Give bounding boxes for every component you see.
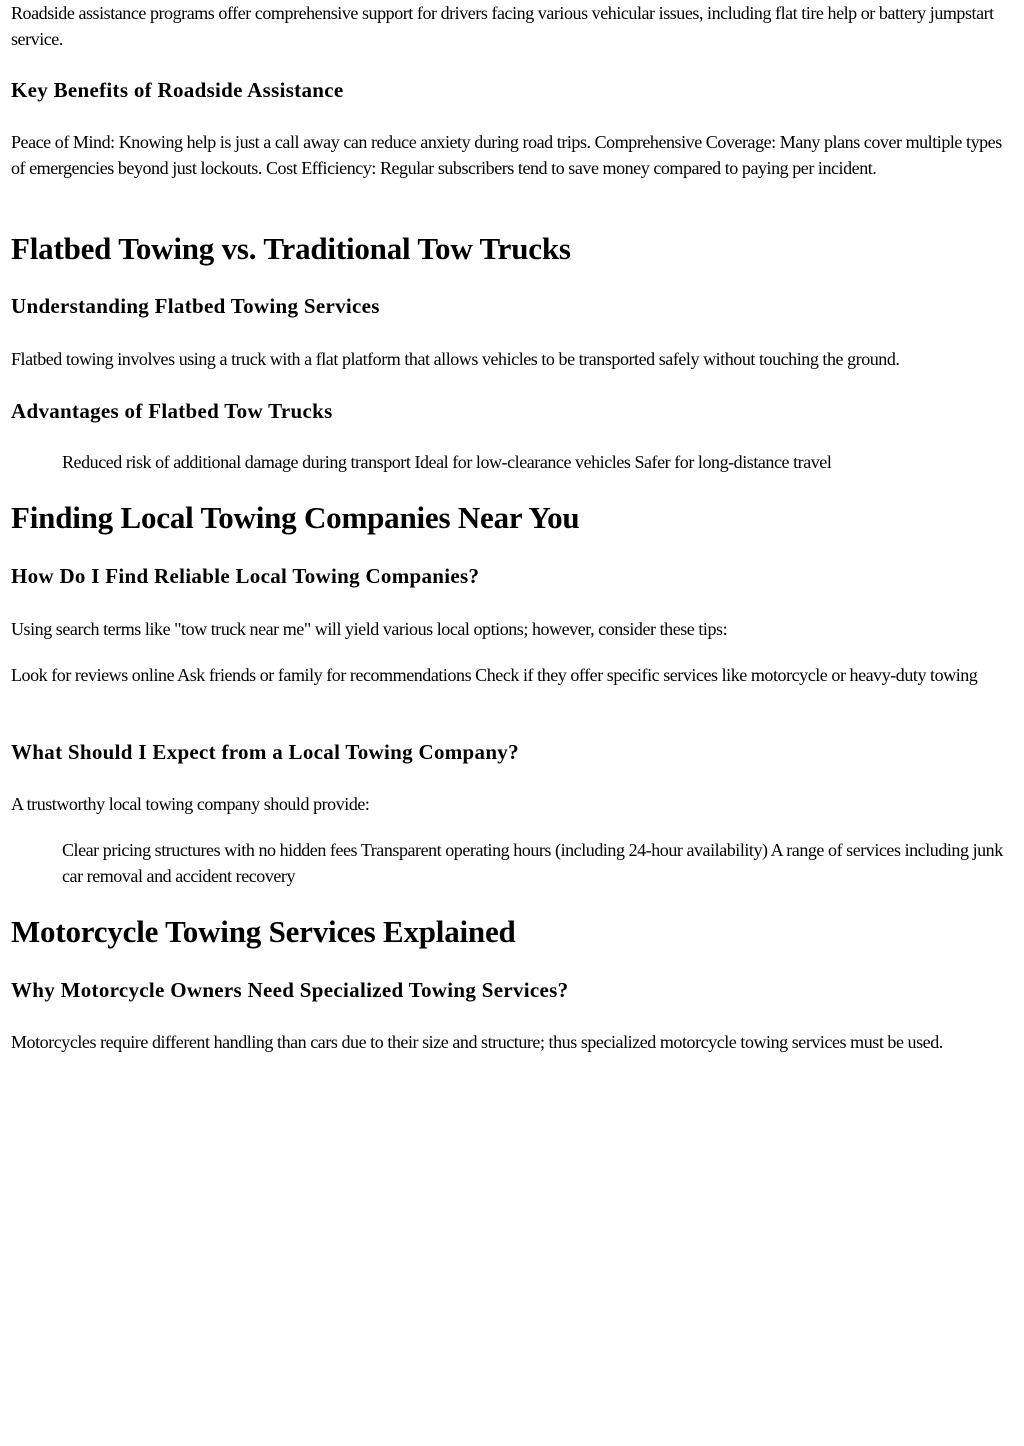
- key-benefits-heading: Key Benefits of Roadside Assistance: [11, 78, 344, 102]
- motorcycle-paragraph: Motorcycles require different handling than cars due to their size and structure; thus specialized motorcycle towing services must be used.: [11, 1032, 943, 1052]
- advantages-flatbed-heading: Advantages of Flatbed Tow Trucks: [11, 399, 333, 423]
- trustworthy-paragraph: A trustworthy local towing company should provide:: [11, 794, 370, 814]
- key-benefits-paragraph: Peace of Mind: Knowing help is just a call away can reduce anxiety during road trips. Comprehensive Coverage: Many plans cover multiple types of emergencies beyond just lockouts. Cost Efficiency: Regular subscribers tend to save money compared to paying per incident.: [11, 132, 1002, 178]
- understanding-flatbed-paragraph: Flatbed towing involves using a truck with a flat platform that allows vehicles to be transported safely without touching the ground.: [11, 349, 900, 369]
- understanding-flatbed-heading: Understanding Flatbed Towing Services: [11, 294, 380, 318]
- tips-list: Look for reviews online Ask friends or family for recommendations Check if they offer specific services like motorcycle or heavy-duty towing: [11, 665, 978, 685]
- provide-list: Clear pricing structures with no hidden fees Transparent operating hours (including 24-hour availability) A range of services including junk car removal and accident recovery: [62, 840, 1003, 886]
- search-tips-paragraph: Using search terms like "tow truck near me" will yield various local options; however, consider these tips:: [11, 619, 728, 639]
- how-find-heading: How Do I Find Reliable Local Towing Companies?: [11, 564, 480, 588]
- why-motorcycle-heading: Why Motorcycle Owners Need Specialized Towing Services?: [11, 978, 569, 1002]
- motorcycle-section-heading: Motorcycle Towing Services Explained: [11, 914, 516, 949]
- intro-paragraph: Roadside assistance programs offer comprehensive support for drivers facing various vehicular issues, including flat tire help or battery jumpstart service.: [11, 3, 994, 49]
- finding-section-heading: Finding Local Towing Companies Near You: [11, 500, 580, 535]
- advantages-flatbed-list: Reduced risk of additional damage during transport Ideal for low-clearance vehicles Safer for long-distance travel: [62, 452, 832, 472]
- expect-heading: What Should I Expect from a Local Towing Company?: [11, 740, 519, 764]
- flatbed-section-heading: Flatbed Towing vs. Traditional Tow Trucks: [11, 231, 571, 266]
